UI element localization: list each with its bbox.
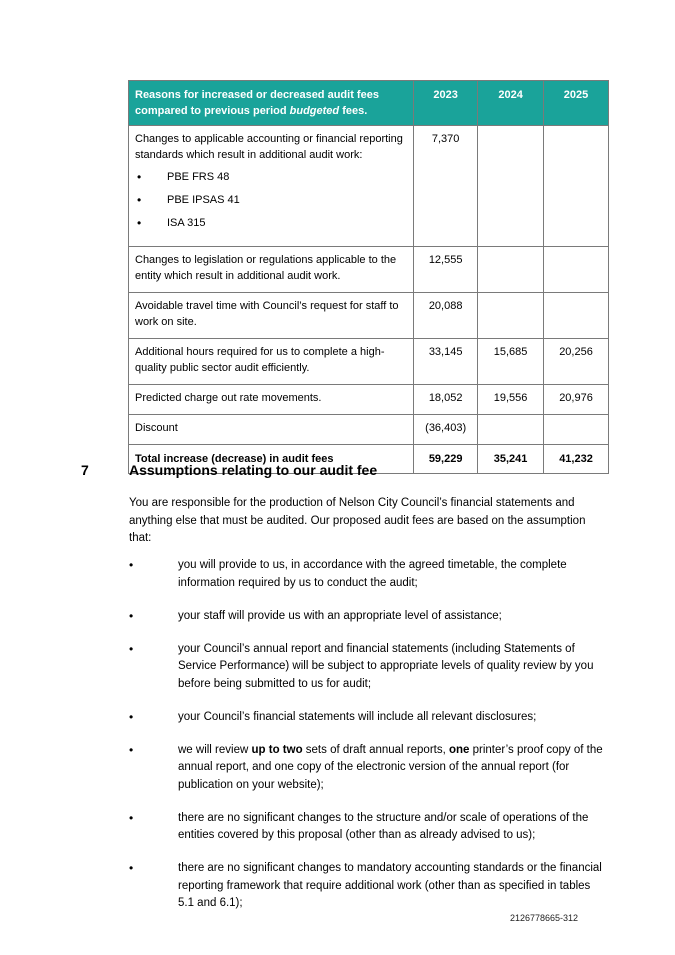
row-label: Discount <box>129 415 414 445</box>
list-item: • your staff will provide us with an appropriate level of assistance; <box>129 608 604 626</box>
cell-2024 <box>478 126 544 247</box>
row-label: Predicted charge out rate movements. <box>129 385 414 415</box>
row-label: Avoidable travel time with Council’s request for staff to work on site. <box>129 293 414 339</box>
cell-2024 <box>478 247 544 293</box>
section-title: Assumptions relating to our audit fee <box>129 462 378 478</box>
cell-2024 <box>478 293 544 339</box>
cell-2025: 20,976 <box>544 385 609 415</box>
cell-2025 <box>544 247 609 293</box>
table-row <box>129 415 609 445</box>
cell-2024: 19,556 <box>478 385 544 415</box>
table-row <box>129 126 609 247</box>
cell-2025 <box>544 415 609 445</box>
bullet-mark: • <box>129 641 134 656</box>
header-2025: 2025 <box>544 81 609 126</box>
assumptions-list <box>129 557 604 928</box>
total-2024: 35,241 <box>478 445 544 474</box>
section-intro: You are responsible for the production of Nelson City Council’s financial statements and anything else that must be audited. Our proposed audit fees are based on the assumption that: <box>129 497 586 544</box>
list-item: • we will review up to two sets of draft annual reports, one printer’s proof copy of the annual report, and one copy of the electronic version of the annual report (for publication on your website); <box>129 742 603 791</box>
table-row <box>129 339 609 385</box>
list-item: • you will provide to us, in accordance with the agreed timetable, the complete information required by us to conduct the audit; <box>129 558 567 589</box>
bullet-mark: • <box>129 608 134 623</box>
bullet-mark: • <box>129 558 134 572</box>
list-item: • your Council’s annual report and financial statements (including Statements of Service Performance) will be subject to appropriate levels of quality review by you before being submitted to us for audit; <box>129 641 594 690</box>
total-2023: 59,229 <box>414 445 478 474</box>
table-row <box>129 385 609 415</box>
cell-2023: 20,088 <box>414 293 478 339</box>
standards-list <box>135 169 407 238</box>
header-2024: 2024 <box>478 81 544 126</box>
table-header-row <box>129 81 609 126</box>
section-number: 7 <box>81 462 89 478</box>
cell-2024 <box>478 415 544 445</box>
list-item: • there are no significant changes to mandatory accounting standards or the financial reporting framework that require additional work (other than as specified in tables 5.1 and 6.1); <box>129 861 602 909</box>
header-reasons: Reasons for increased or decreased audit fees compared to previous period budgeted fees. <box>129 81 414 126</box>
table-row <box>129 293 609 339</box>
total-label: Total increase (decrease) in audit fees <box>129 445 414 474</box>
document-reference: 2126778665-312 <box>510 913 579 923</box>
cell-2023: 18,052 <box>414 385 478 415</box>
cell-2023: (36,403) <box>414 415 478 445</box>
list-item: • PBE FRS 48 <box>135 169 407 192</box>
cell-2024: 15,685 <box>478 339 544 385</box>
row-label: Changes to applicable accounting or financial reporting standards which result in additional audit work: • PBE FRS 48 • PBE IPSAS 41 • ISA 315 <box>129 126 414 247</box>
bullet-mark: • <box>129 742 134 757</box>
row-label: Additional hours required for us to complete a high-quality public sector audit efficiently. <box>129 339 414 385</box>
table-row <box>129 247 609 293</box>
cell-2025 <box>544 126 609 247</box>
header-2023: 2023 <box>414 81 478 126</box>
cell-2025 <box>544 293 609 339</box>
audit-fee-changes-table <box>128 80 609 474</box>
list-item: • ISA 315 <box>135 215 407 238</box>
cell-2025: 20,256 <box>544 339 609 385</box>
list-item: • PBE IPSAS 41 <box>135 192 407 215</box>
row-label: Changes to legislation or regulations applicable to the entity which result in additional audit work. <box>129 247 414 293</box>
cell-2023: 7,370 <box>414 126 478 247</box>
cell-2023: 12,555 <box>414 247 478 293</box>
list-item: • your Council’s financial statements will include all relevant disclosures; <box>129 709 604 727</box>
bullet-mark: • <box>129 709 134 724</box>
bullet-mark: • <box>129 810 134 825</box>
bullet-mark: • <box>129 861 134 875</box>
total-2025: 41,232 <box>544 445 609 474</box>
cell-2023: 33,145 <box>414 339 478 385</box>
list-item: • there are no significant changes to the structure and/or scale of operations of the entities covered by this proposal (other than as already advised to us); <box>129 810 589 841</box>
